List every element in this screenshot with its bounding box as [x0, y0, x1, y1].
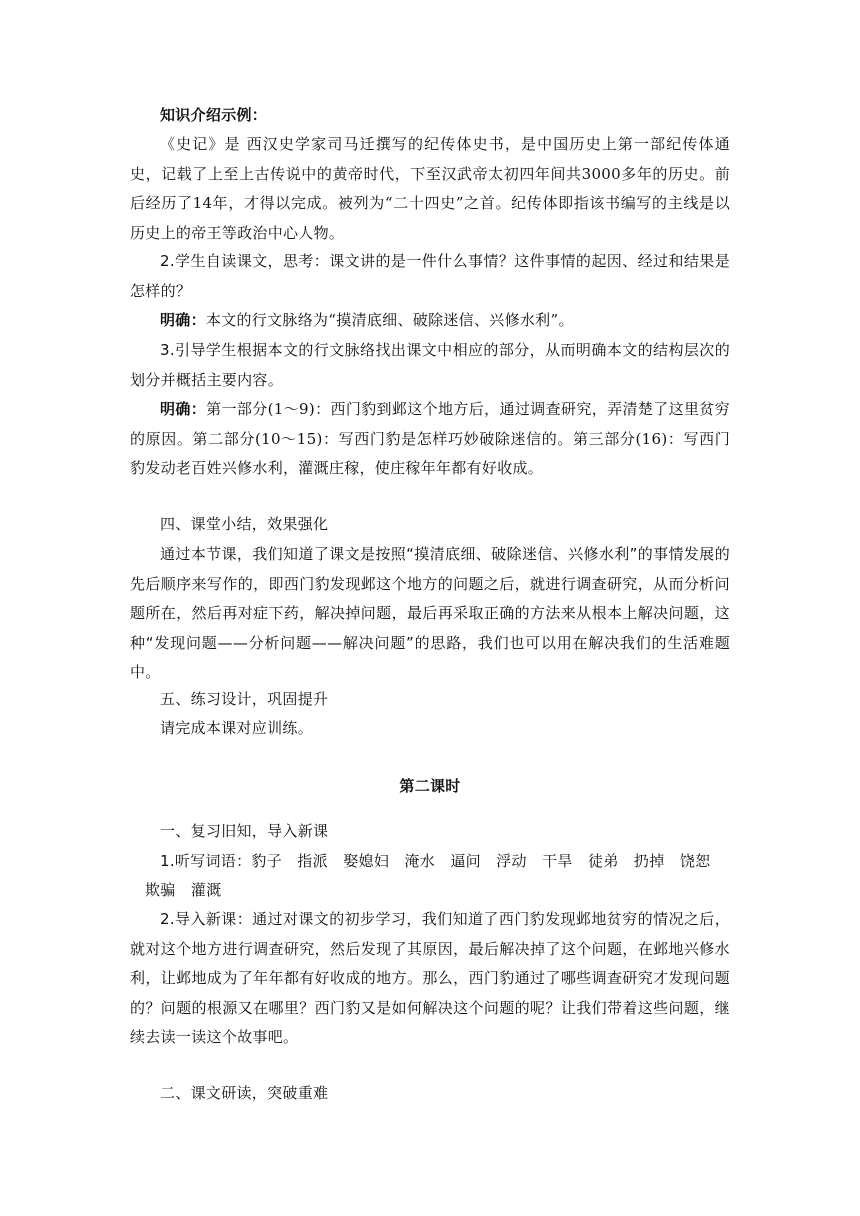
knowledge-heading: 知识介绍示例：: [160, 106, 268, 124]
answer-text: 本文的行文脉络为“摸清底细、破除迷信、兴修水利”。: [205, 311, 574, 329]
dictation-line-1: 1.听写词语：豹子 指派 娶媳妇 淹水 逼问 浮动 干旱 徒弟 扔掉 饶恕: [160, 852, 711, 870]
section5-body: 请完成本课对应训练。: [160, 719, 314, 737]
answer-label: 明确：: [160, 400, 207, 418]
step2-question: 2.学生自读课文，思考：课文讲的是一件什么事情？这件事情的起因、经过和结果是怎样的？: [130, 252, 730, 300]
section4-body: 通过本节课，我们知道了课文是按照“摸清底细、破除迷信、兴修水利”的事情发展的先后顺序来写作的，即西门豹发现邺这个地方的问题之后，就进行调查研究，从而分析问题所在，然后再对症下药，解决掉问题，最后再采取正确的方法来从根本上解决问题，这种“发现问题——分析问题——解决问题”的思路，我们也可以用在解决我们的生活难题中。: [130, 545, 730, 681]
step2-answer: [130, 306, 730, 336]
section5-title: 五、练习设计，巩固提升: [160, 690, 329, 708]
answer-label: 明确：: [160, 311, 206, 329]
lesson2-part2-title: 二、课文研读，突破重难: [160, 1084, 329, 1102]
answer-text: 第一部分(1～9)：西门豹到邺这个地方后，通过调查研究，弄清楚了这里贫穷的原因。第二部分(10～15)：写西门豹是怎样巧妙破除迷信的。第三部分(16)：写西门豹发动老百姓兴修水利，灌溉庄稼，使庄稼年年都有好收成。: [130, 400, 730, 477]
knowledge-paragraph: 《史记》是 西汉史学家司马迁撰写的纪传体史书，是中国历史上第一部纪传体通史，记载了上至上古传说中的黄帝时代，下至汉武帝太初四年间共3000多年的历史。前后经历了14年，才得以完成。被列为“二十四史”之首。纪传体即指该书编写的主线是以历史上的帝王等政治中心人物。: [130, 135, 730, 242]
step3-answer: [130, 395, 730, 484]
step3-question: 3.引导学生根据本文的行文脉络找出课文中相应的部分，从而明确本文的结构层次的划分并概括主要内容。: [130, 341, 730, 389]
intro-paragraph: 2.导入新课：通过对课文的初步学习，我们知道了西门豹发现邺地贫穷的情况之后，就对这个地方进行调查研究，然后发现了其原因，最后解决掉了这个问题，在邺地兴修水利，让邺地成为了年年都有好收成的地方。那么，西门豹通过了哪些调查研究才发现问题的？问题的根源又在哪里？西门豹又是如何解决这个问题的呢？让我们带着这些问题，继续去读一读这个故事吧。: [130, 910, 730, 1046]
lesson2-title: 第二课时: [399, 777, 461, 795]
dictation-line-2: 欺骗 灌溉: [145, 881, 222, 899]
section4-title: 四、课堂小结，效果强化: [160, 515, 329, 533]
lesson2-part1-title: 一、复习旧知，导入新课: [160, 822, 329, 840]
